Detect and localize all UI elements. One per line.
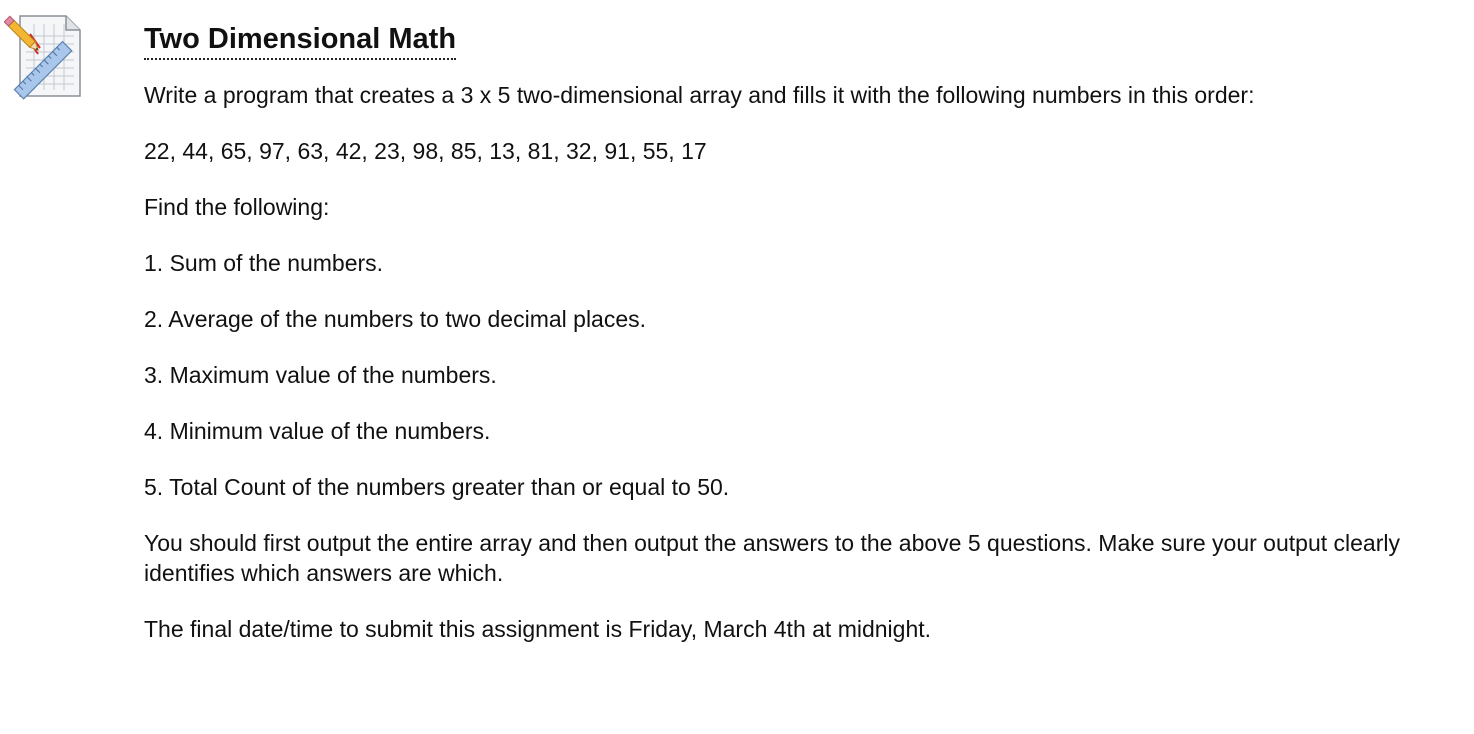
assignment-intro: Write a program that creates a 3 x 5 two-dimensional array and fills it with the following numbers in this order: [144,82,1255,108]
assignment-document-icon [4,12,84,104]
output-instructions: You should first output the entire array and then output the answers to the above 5 questions. Make sure your output clearly identifies which answers are which. [144,530,1400,586]
assignment-title-link[interactable]: Two Dimensional Math [144,20,456,60]
task-item-minimum: 4. Minimum value of the numbers. [144,418,491,444]
task-item-average: 2. Average of the numbers to two decimal places. [144,306,647,332]
find-label: Find the following: [144,194,330,220]
due-date-text: The final date/time to submit this assignment is Friday, March 4th at midnight. [144,616,932,642]
task-item-maximum: 3. Maximum value of the numbers. [144,362,497,388]
task-item-sum: 1. Sum of the numbers. [144,250,384,276]
assignment-content [144,20,1454,644]
number-list: 22, 44, 65, 97, 63, 42, 23, 98, 85, 13, 81, 32, 91, 55, 17 [144,138,707,164]
task-list [144,248,1454,502]
task-item-count: 5. Total Count of the numbers greater than or equal to 50. [144,474,730,500]
